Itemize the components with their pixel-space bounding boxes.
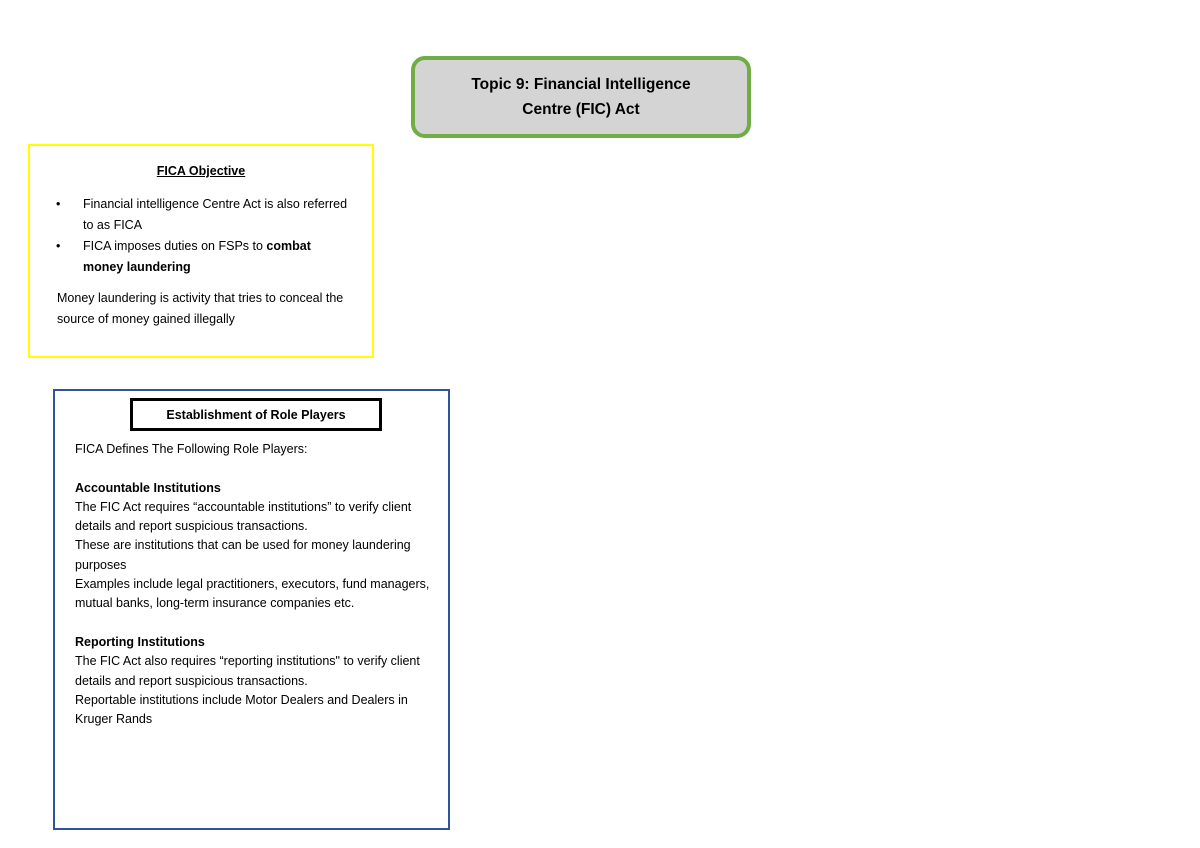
bullet-dot-icon: •	[56, 197, 61, 211]
bullet-item	[52, 236, 352, 278]
reporting-text-line: Reportable institutions include Motor Dealers and Dealers in Kruger Rands	[75, 692, 408, 727]
fica-objective-heading: FICA Objective	[156, 164, 246, 178]
spacer	[75, 614, 443, 633]
money-laundering-definition: Money laundering is activity that tries to conceal the source of money gained illegally	[57, 291, 344, 326]
reporting-institutions-heading: Reporting Institutions	[75, 634, 205, 649]
accountable-text-line: These are institutions that can be used for money laundering purposes	[75, 538, 411, 572]
role-players-box	[53, 389, 450, 830]
accountable-institutions-heading: Accountable Institutions	[75, 480, 221, 495]
bullet-bold-text: combat money laundering	[83, 239, 311, 274]
bullet-dot-icon: •	[56, 239, 61, 253]
role-players-heading: Establishment of Role Players	[130, 398, 382, 431]
role-players-content	[75, 440, 443, 729]
accountable-text-line: The FIC Act requires “accountable institutions” to verify client details and report suspicious transactions.	[75, 499, 412, 534]
fica-objective-bullet-list	[52, 194, 352, 278]
spacer	[75, 459, 443, 478]
role-players-intro: FICA Defines The Following Role Players:	[75, 442, 308, 456]
bullet-text: Financial intelligence Centre Act is also referred to as FICA	[83, 197, 348, 232]
reporting-text-line: The FIC Act also requires “reporting institutions" to verify client details and report suspicious transactions.	[75, 654, 420, 688]
topic-title-line-2: Centre (FIC) Act	[522, 101, 640, 118]
topic-title-line-1: Topic 9: Financial Intelligence	[471, 76, 691, 93]
bullet-text: FICA imposes duties on FSPs to	[83, 239, 267, 253]
fica-objective-box	[28, 144, 374, 358]
bullet-item	[52, 194, 352, 236]
topic-title-box	[411, 56, 751, 138]
accountable-text-line: Examples include legal practitioners, executors, fund managers, mutual banks, long-term insurance companies etc.	[75, 577, 430, 611]
